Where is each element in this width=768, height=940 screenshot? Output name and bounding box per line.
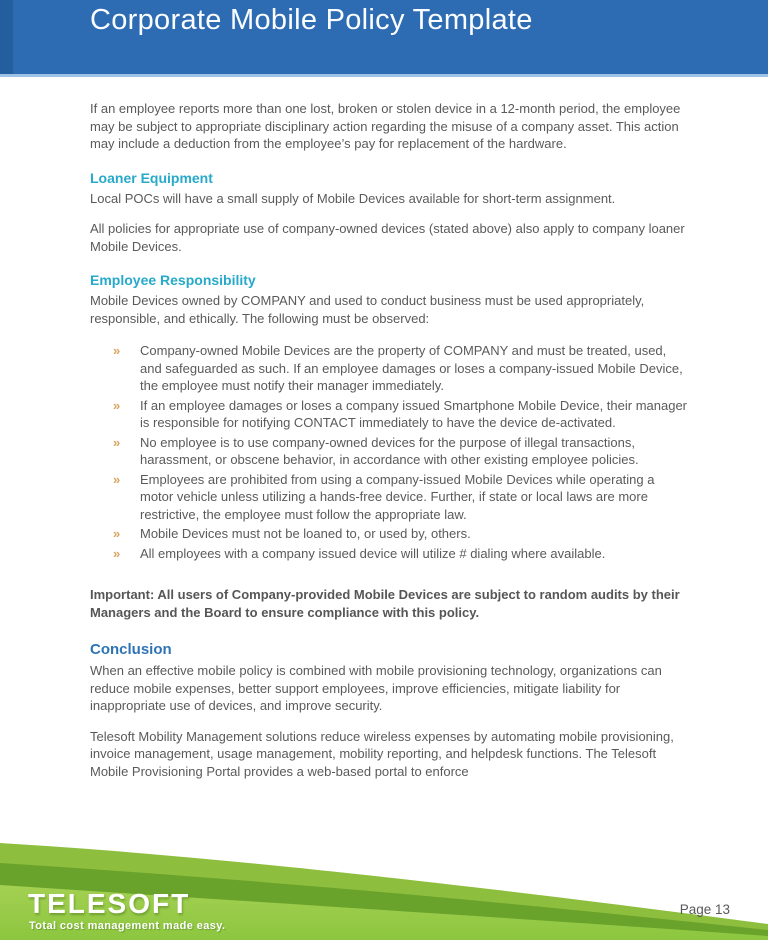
list-item [90, 397, 690, 432]
policy-bullet-list [90, 342, 690, 562]
list-item [90, 434, 690, 469]
bullet-marker: » [113, 545, 121, 561]
bullet-marker: » [113, 343, 121, 358]
list-item-text: Company-owned Mobile Devices are the property of COMPANY and must be treated, used, and safeguarded as such. If an employee damages or loses a company-issued Mobile Device, the employee must notify their manager immediately. [140, 343, 683, 393]
page-footer [0, 830, 768, 940]
telesoft-logo: TELESOFT [28, 888, 191, 919]
list-item [90, 545, 690, 563]
logo-tagline: Total cost management made easy. [29, 920, 226, 932]
list-item-text: If an employee damages or loses a company issued Smartphone Mobile Device, their manager is responsible for notifying CONTACT immediately to have the device de-activated. [140, 397, 688, 430]
paragraph-loaner-1: Local POCs will have a small supply of Mobile Devices available for short-term assignment. [90, 190, 616, 206]
section-heading-conclusion: Conclusion [90, 641, 172, 658]
page-number: Page 13 [679, 902, 730, 917]
paragraph-conclusion-2: Telesoft Mobility Management solutions reduce wireless expenses by automating mobile provisioning, invoice management, usage management, mobility reporting, and helpdesk functions. The Telesoft Mobile Provisioning Portal provides a web-based portal to enforce [90, 728, 674, 779]
paragraph-employee-intro: Mobile Devices owned by COMPANY and used to conduct business must be used appropriately, responsible, and ethically. The following must be observed: [90, 293, 645, 326]
list-item [90, 471, 690, 524]
section-heading-loaner-equipment: Loaner Equipment [90, 169, 213, 186]
page-title: Corporate Mobile Policy Template [90, 4, 533, 36]
list-item [90, 342, 690, 395]
section-heading-employee-responsibility: Employee Responsibility [90, 272, 256, 288]
bullet-marker: » [113, 471, 121, 487]
paragraph-loaner-2: All policies for appropriate use of company-owned devices (stated above) also apply to company loaner Mobile Devices. [90, 221, 685, 254]
page-header [0, 0, 768, 74]
bullet-marker: » [113, 397, 121, 413]
bullet-marker: » [113, 526, 121, 541]
list-item [90, 525, 690, 543]
paragraph-conclusion-1: When an effective mobile policy is combined with mobile provisioning technology, organizations can reduce mobile expenses, better support employees, improve efficiencies, mitigate liability for inappropriate use of devices, and improve security. [90, 663, 662, 713]
list-item-text: No employee is to use company-owned devices for the purpose of illegal transactions, harassment, or obscene behavior, in accordance with other existing employee policies. [140, 434, 639, 467]
paragraph-intro: If an employee reports more than one lost, broken or stolen device in a 12-month period, the employee may be subject to appropriate disciplinary action regarding the misuse of a company asset. This action may include a deduction from the employee’s pay for replacement of the hardware. [90, 101, 681, 151]
bullet-marker: » [113, 434, 121, 450]
list-item-text: All employees with a company issued device will utilize # dialing where available. [140, 545, 606, 561]
paragraph-important-notice: Important: All users of Company-provided Mobile Devices are subject to random audits by their Managers and the Board to ensure compliance with this policy. [90, 587, 680, 620]
document-body [90, 77, 690, 793]
list-item-text: Mobile Devices must not be loaned to, or used by, others. [140, 526, 471, 541]
header-accent-stripe [0, 0, 13, 74]
list-item-text: Employees are prohibited from using a company-issued Mobile Devices while operating a motor vehicle unless utilizing a hands-free device. Further, if state or local laws are more restrictive, the employee must follow the appropriate law. [140, 471, 655, 522]
